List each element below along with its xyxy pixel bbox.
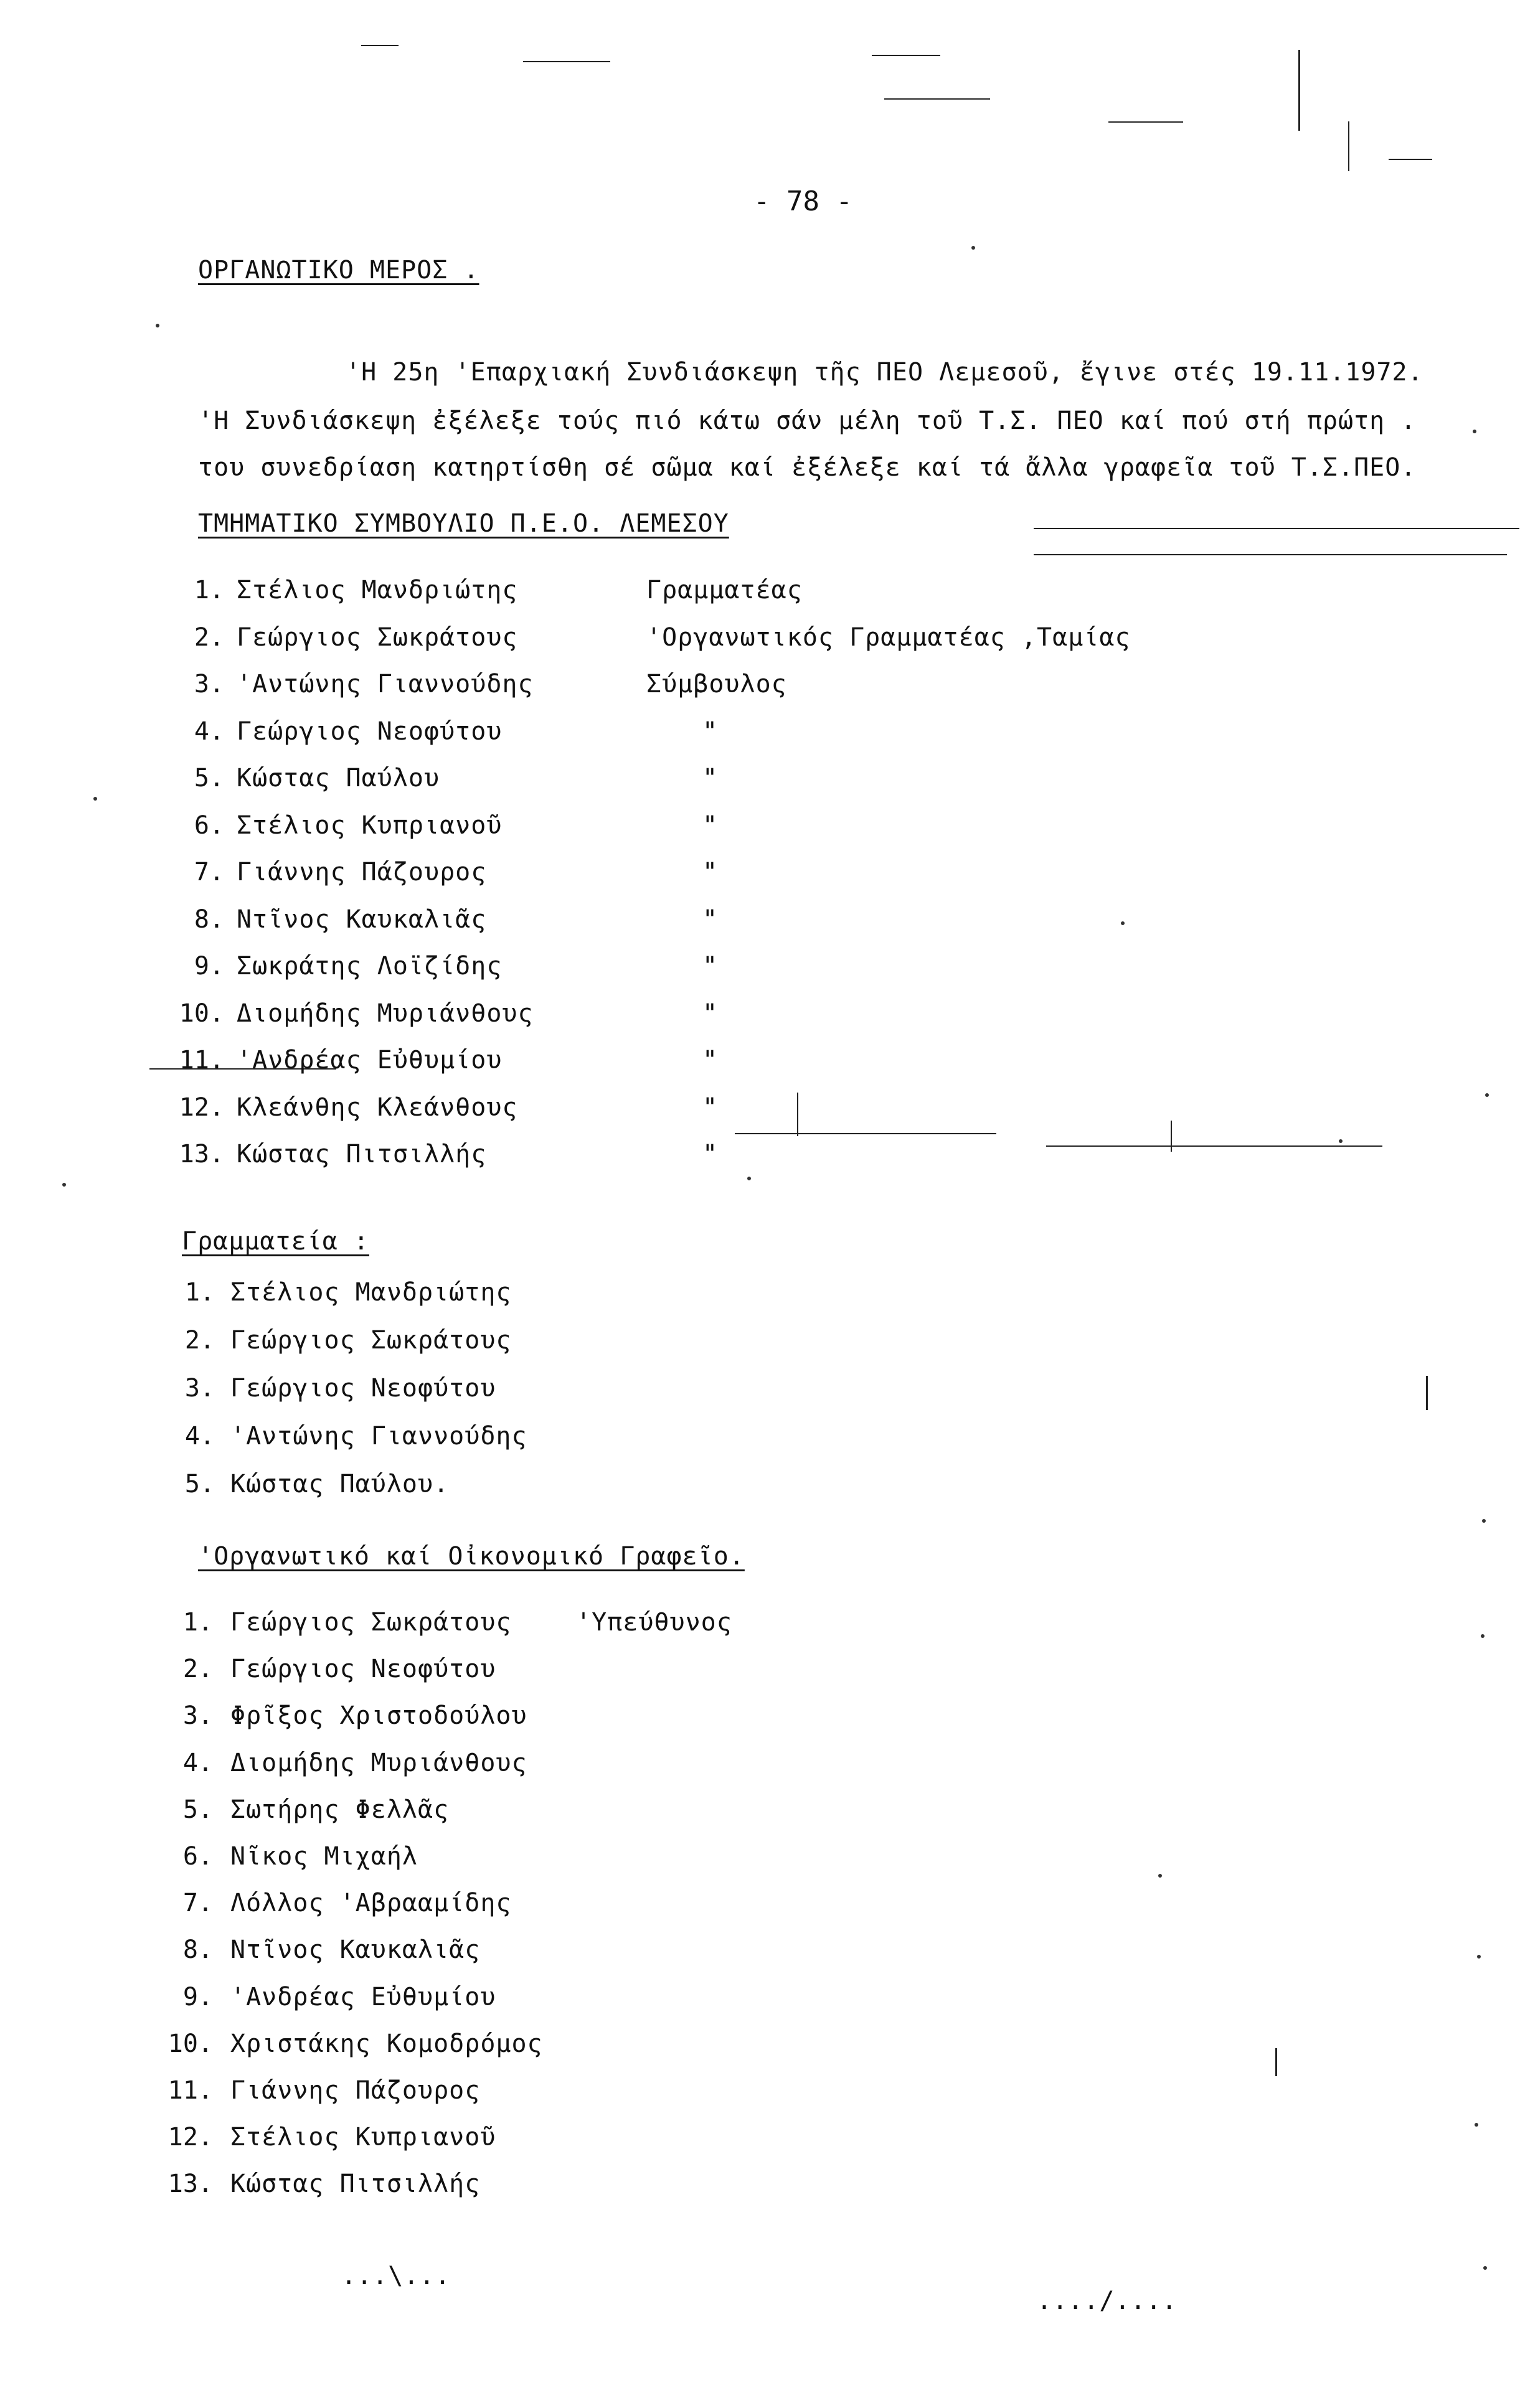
- scan-mark: [747, 1177, 751, 1180]
- scan-mark: [1485, 1093, 1489, 1097]
- list-item-number: 11.: [168, 2076, 213, 2105]
- list-item-role: ": [702, 999, 719, 1028]
- list-item-name: Γεώργιος Νεοφύτου: [230, 1374, 496, 1403]
- list-item-name: Ντῖνος Καυκαλιᾶς: [230, 1935, 481, 1965]
- secretariat-heading: Γραμματεία :: [182, 1227, 369, 1256]
- intro-line-2: 'Η Συνδιάσκεψη ἐξέλεξε τούς πιό κάτω σάν μέλη τοῦ Τ.Σ. ΠΕΟ καί πού στή πρώτη .: [198, 407, 1417, 435]
- list-item-number: 5.: [194, 764, 224, 792]
- list-item-number: 4.: [182, 1748, 213, 1777]
- list-item-name: Γεώργιος Σωκράτους: [230, 1608, 512, 1637]
- list-item-role: ": [702, 764, 719, 792]
- list-item-role: ": [702, 952, 719, 981]
- scan-mark: [1298, 50, 1300, 131]
- section-heading: ΟΡΓΑΝΩΤΙΚΟ ΜΕΡΟΣ .: [198, 256, 479, 285]
- list-item-name: 'Αντώνης Γιαννούδης: [237, 670, 534, 698]
- list-item-number: 2.: [194, 623, 224, 652]
- list-item-number: 4.: [194, 717, 224, 746]
- list-item-name: 'Ανδρέας Εὐθυμίου: [237, 1046, 503, 1075]
- scan-mark: [1426, 1376, 1428, 1410]
- list-item-name: Διομήδης Μυριάνθους: [237, 999, 534, 1028]
- list-item-number: 8.: [194, 905, 224, 934]
- list-item-name: 'Αντώνης Γιαννούδης: [230, 1422, 527, 1451]
- scan-mark: [1121, 921, 1125, 925]
- list-item-name: Στέλιος Κυπριανοῦ: [230, 2123, 496, 2152]
- scan-mark: [523, 61, 610, 62]
- scan-mark: [1389, 159, 1432, 160]
- list-item-number: 10.: [179, 999, 224, 1028]
- list-item-role: ": [702, 1140, 719, 1169]
- scan-mark: [1339, 1139, 1343, 1143]
- scan-mark: [872, 55, 940, 56]
- list-item-number: 6.: [194, 811, 224, 840]
- list-item-name: Κώστας Παύλου.: [230, 1470, 450, 1498]
- list-item-name: Κώστας Πιτσιλλής: [230, 2170, 481, 2199]
- scan-mark: [1482, 1519, 1486, 1523]
- list-item-number: 10.: [168, 2029, 213, 2058]
- scan-mark: [1481, 1634, 1485, 1638]
- scan-mark: [1477, 1955, 1481, 1959]
- list-item-role: Σύμβουλος: [646, 670, 787, 698]
- list-item-name: Νῖκος Μιχαήλ: [230, 1842, 418, 1871]
- scan-mark: [1171, 1121, 1172, 1152]
- list-item-name: Στέλιος Μανδριώτης: [230, 1278, 512, 1307]
- list-item-name: Γιάννης Πάζουρος: [230, 2076, 481, 2105]
- list-item-number: 3.: [182, 1701, 213, 1731]
- list-item-number: 11.: [179, 1046, 224, 1075]
- list-item-number: 6.: [182, 1842, 213, 1871]
- list-item-number: 13.: [168, 2170, 213, 2199]
- list-item-role: 'Υπεύθυνος: [576, 1608, 732, 1637]
- list-item-number: 3.: [184, 1374, 215, 1403]
- list-item-role: Γραμματέας: [646, 576, 803, 604]
- list-item-name: 'Ανδρέας Εὐθυμίου: [230, 1982, 496, 2011]
- scan-mark: [971, 246, 975, 250]
- scan-mark: [1275, 2048, 1277, 2076]
- list-item-number: 9.: [194, 952, 224, 981]
- intro-line-1: 'Η 25η 'Επαρχιακή Συνδιάσκεψη τῆς ΠΕΟ Λεμεσοῦ, ἔγινε στές 19.11.1972.: [346, 358, 1423, 387]
- list-item-number: 5.: [182, 1795, 213, 1824]
- continuation-mark-right: ..../....: [1037, 2287, 1178, 2315]
- list-item-name: Ντῖνος Καυκαλιᾶς: [237, 905, 487, 934]
- list-item-name: Κλεάνθης Κλεάνθους: [237, 1093, 518, 1122]
- list-item-number: 9.: [182, 1982, 213, 2011]
- scan-mark: [1034, 554, 1507, 555]
- list-item-name: Γεώργιος Σωκράτους: [237, 623, 518, 652]
- scan-mark: [1475, 2123, 1478, 2127]
- scan-mark: [62, 1183, 66, 1187]
- org-office-heading: 'Οργανωτικό καί Οἰκονομικό Γραφεῖο.: [198, 1542, 745, 1571]
- scan-mark: [361, 45, 399, 46]
- list-item-name: Στέλιος Μανδριώτης: [237, 576, 518, 604]
- list-item-number: 1.: [194, 576, 224, 604]
- list-item-number: 8.: [182, 1935, 213, 1965]
- scan-mark: [1473, 430, 1476, 433]
- list-item-number: 3.: [194, 670, 224, 698]
- scan-mark: [1348, 121, 1349, 171]
- council-heading: ΤΜΗΜΑΤΙΚΟ ΣΥΜΒΟΥΛΙΟ Π.Ε.Ο. ΛΕΜΕΣΟΥ: [198, 509, 729, 538]
- list-item-number: 12.: [168, 2123, 213, 2152]
- list-item-number: 7.: [182, 1889, 213, 1918]
- list-item-number: 1.: [182, 1608, 213, 1637]
- scan-mark: [797, 1093, 798, 1136]
- intro-line-3: του συνεδρίαση κατηρτίσθη σέ σῶμα καί ἐξέλεξε καί τά ἄλλα γραφεῖα τοῦ Τ.Σ.ΠΕΟ.: [198, 453, 1417, 482]
- list-item-name: Γεώργιος Σωκράτους: [230, 1326, 512, 1355]
- scan-mark: [1034, 528, 1519, 529]
- list-item-number: 2.: [182, 1655, 213, 1684]
- list-item-role: ": [702, 858, 719, 887]
- list-item-name: Κώστας Πιτσιλλής: [237, 1140, 487, 1169]
- list-item-name: Διομήδης Μυριάνθους: [230, 1748, 527, 1777]
- list-item-name: Σωκράτης Λοϊζίδης: [237, 952, 503, 981]
- list-item-name: Γεώργιος Νεοφύτου: [237, 717, 503, 746]
- list-item-number: 7.: [194, 858, 224, 887]
- list-item-role: ": [702, 1093, 719, 1122]
- list-item-role: ": [702, 717, 719, 746]
- scan-mark: [735, 1133, 996, 1134]
- list-item-name: Χριστάκης Κομοδρόμος: [230, 2029, 543, 2058]
- list-item-number: 4.: [184, 1422, 215, 1451]
- list-item-number: 1.: [184, 1278, 215, 1307]
- list-item-role: ": [702, 1046, 719, 1075]
- scan-mark: [1158, 1874, 1162, 1878]
- list-item-number: 13.: [179, 1140, 224, 1169]
- list-item-number: 12.: [179, 1093, 224, 1122]
- scan-mark: [1046, 1145, 1382, 1147]
- list-item-role: 'Οργανωτικός Γραμματέας ,Ταμίας: [646, 623, 1131, 652]
- list-item-name: Γιάννης Πάζουρος: [237, 858, 487, 887]
- list-item-name: Σωτήρης Φελλᾶς: [230, 1795, 450, 1824]
- scan-mark: [884, 98, 990, 100]
- list-item-role: ": [702, 905, 719, 934]
- list-item-name: Φρῖξος Χριστοδούλου: [230, 1701, 527, 1731]
- list-item-name: Κώστας Παύλου: [237, 764, 440, 792]
- scan-mark: [93, 797, 97, 801]
- continuation-mark-left: ...\...: [341, 2262, 451, 2290]
- scan-mark: [1108, 121, 1183, 123]
- list-item-name: Γεώργιος Νεοφύτου: [230, 1655, 496, 1684]
- scan-mark: [156, 324, 159, 327]
- page-number: - 78 -: [753, 186, 852, 217]
- list-item-name: Στέλιος Κυπριανοῦ: [237, 811, 503, 840]
- list-item-name: Λόλλος 'Αβρααμίδης: [230, 1889, 512, 1918]
- list-item-role: ": [702, 811, 719, 840]
- scan-mark: [1483, 2266, 1487, 2270]
- list-item-number: 5.: [184, 1470, 215, 1498]
- list-item-number: 2.: [184, 1326, 215, 1355]
